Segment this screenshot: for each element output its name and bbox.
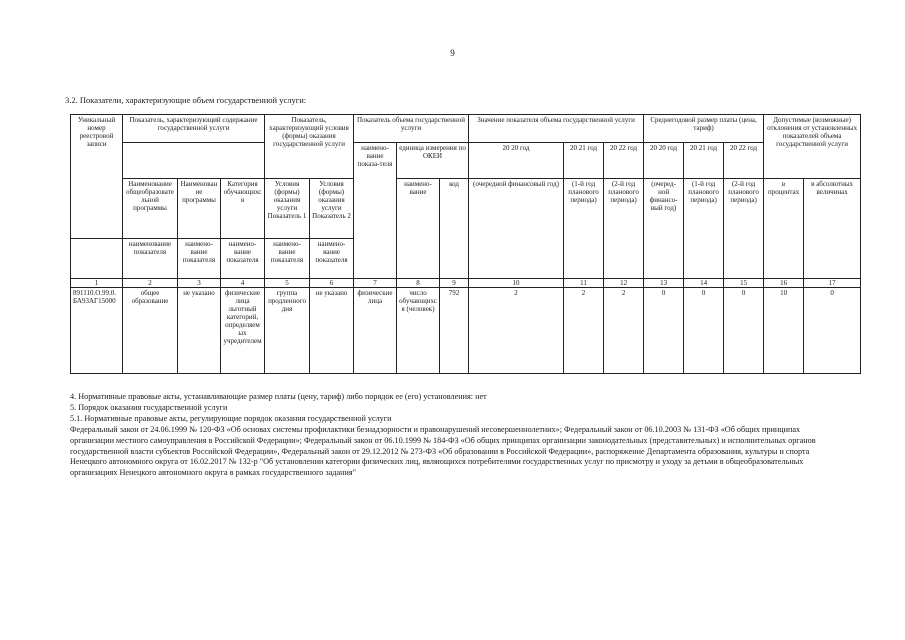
cell-value-year2: 2 xyxy=(564,288,604,374)
cell-program-name: общее образование xyxy=(123,288,178,374)
column-number: 15 xyxy=(724,279,764,288)
note-5-procedure: 5. Порядок оказания государственной услуги xyxy=(70,402,228,412)
cell-price-year2: 0 xyxy=(684,288,724,374)
volume-indicators-table xyxy=(70,114,861,374)
header-volume-value: Значение показателя объема государственной услуги xyxy=(469,115,644,143)
header-price-year2: 20 21 год xyxy=(684,143,724,179)
cell-unique-number: 891110.О.99.0.БА93АГ15000 xyxy=(71,288,123,374)
header-condition-1-sub: наимено-вание показателя xyxy=(265,239,310,279)
column-number: 8 xyxy=(397,279,440,288)
column-number: 13 xyxy=(644,279,684,288)
column-number: 1 xyxy=(71,279,123,288)
header-deviation-percent: в процентах xyxy=(764,179,804,279)
page-number: 9 xyxy=(450,48,455,58)
header-condition-2-sub: наимено-вание показателя xyxy=(310,239,354,279)
header-conditions-indicator: Показатель, характеризующий условия (формы) оказания государственной услуги xyxy=(265,115,354,179)
header-deviation-absolute: в абсолютных величинах xyxy=(804,179,861,279)
note-5-1-legal-acts: 5.1. Нормативные правовые акты, регулирующие порядок оказания государственной услуги xyxy=(70,413,392,423)
notes-section xyxy=(70,392,840,479)
cell-volume-name: физические лица xyxy=(354,288,397,374)
header-value-year1-sub: (очередной финансовый год) xyxy=(469,179,564,279)
column-number: 9 xyxy=(440,279,469,288)
header-allowed-deviation: Допустимые (возможные) отклонения от установленных показателей объема государственной услуги xyxy=(764,115,861,179)
cell-deviation-absolute: 0 xyxy=(804,288,861,374)
column-number: 11 xyxy=(564,279,604,288)
column-numbers-row xyxy=(71,279,861,288)
header-student-category: Категория обучающихся xyxy=(221,179,265,239)
header-program-name-sub: наименование показателя xyxy=(123,239,178,279)
column-number: 17 xyxy=(804,279,861,288)
cell-price-year1: 0 xyxy=(644,288,684,374)
header-value-year3-sub: (2-й год планового периода) xyxy=(604,179,644,279)
header-unique-number: Уникальный номер реестровой записи xyxy=(71,115,123,239)
cell-unit-name: число обучающихся (человек) xyxy=(397,288,440,374)
header-program-sub: наимено-вание показателя xyxy=(178,239,221,279)
header-volume-name: наимено-вание показа-теля xyxy=(354,143,397,279)
column-number: 6 xyxy=(310,279,354,288)
cell-condition-2: не указано xyxy=(310,288,354,374)
table-row xyxy=(71,288,861,374)
header-value-year2: 20 21 год xyxy=(564,143,604,179)
header-value-year2-sub: (1-й год планового периода) xyxy=(564,179,604,279)
cell-program: не указано xyxy=(178,288,221,374)
cell-value-year3: 2 xyxy=(604,288,644,374)
header-price-year2-sub: (1-й год планового периода) xyxy=(684,179,724,279)
cell-condition-1: группа продленного дня xyxy=(265,288,310,374)
header-unique-spacer xyxy=(71,239,123,279)
header-price-year1: 20 20 год xyxy=(644,143,684,179)
header-unit-name: наимено-вание xyxy=(397,179,440,279)
column-number: 3 xyxy=(178,279,221,288)
header-program: Наименование программы xyxy=(178,179,221,239)
column-number: 16 xyxy=(764,279,804,288)
column-number: 2 xyxy=(123,279,178,288)
note-4-fees: 4. Нормативные правовые акты, устанавливающие размер платы (цену, тариф) либо порядок ее (его) установления: нет xyxy=(70,392,487,401)
column-number: 14 xyxy=(684,279,724,288)
section-title: 3.2. Показатели, характеризующие объем государственной услуги: xyxy=(65,95,307,105)
header-volume-indicator: Показатель объема государственной услуги xyxy=(354,115,469,143)
header-price-year3: 20 22 год xyxy=(724,143,764,179)
header-price-year1-sub: (очеред-ной финансо-вый год) xyxy=(644,179,684,279)
cell-student-category: физические лица льготный категорий, определяемых учредителем xyxy=(221,288,265,374)
header-value-year3: 20 22 год xyxy=(604,143,644,179)
column-number: 5 xyxy=(265,279,310,288)
header-average-price: Среднегодовой размер платы (цена, тариф) xyxy=(644,115,764,143)
cell-price-year3: 0 xyxy=(724,288,764,374)
header-content-spacer xyxy=(123,143,265,179)
note-legal-acts-list: Федеральный закон от 24.06.1999 № 120-ФЗ «Об основах системы профилактики безнадзорности и правонарушений несовершеннолетних»; Федеральный закон от 06.10.2003 № 131-ФЗ «Об общих принципах организации местного самоуправления в Российской Федерации»; Федеральный закон от 06.10.1999 № 184-ФЗ «Об общих принципах организации законодательных (представительных) и исполнительных органов государственной власти субъектов Российской Федерации», Федеральный закон от 29.12.2012 № 273-ФЗ «Об образовании в Российской Федерации», распоряжение Департамента образования, культуры и спорта Ненецкого автономного округа от 16.02.2017 № 132-р "Об установлении категории физических лиц, являющихся потребителями государственных услуг по присмотру и уходу за детьми в общеобразовательных организациях Ненецкого автономного округа в рамках государственного задания" xyxy=(70,424,816,478)
cell-value-year1: 2 xyxy=(469,288,564,374)
header-condition-1: Условия (формы) оказания услуги Показатель 1 xyxy=(265,179,310,239)
header-unit-code: код xyxy=(440,179,469,279)
header-content-indicator: Показатель, характеризующий содержание государственной услуги xyxy=(123,115,265,143)
column-number: 7 xyxy=(354,279,397,288)
header-condition-2: Условия (формы) оказания услуги Показатель 2 xyxy=(310,179,354,239)
header-unit: единица измерения по ОКЕИ xyxy=(397,143,469,179)
column-number: 10 xyxy=(469,279,564,288)
column-number: 12 xyxy=(604,279,644,288)
header-program-name: Наименование общеобразовательной программы xyxy=(123,179,178,239)
cell-unit-code: 792 xyxy=(440,288,469,374)
header-price-year3-sub: (2-й год планового периода) xyxy=(724,179,764,279)
cell-deviation-percent: 10 xyxy=(764,288,804,374)
header-value-year1: 20 20 год xyxy=(469,143,564,179)
column-number: 4 xyxy=(221,279,265,288)
header-category-sub: наимено-вание показателя xyxy=(221,239,265,279)
